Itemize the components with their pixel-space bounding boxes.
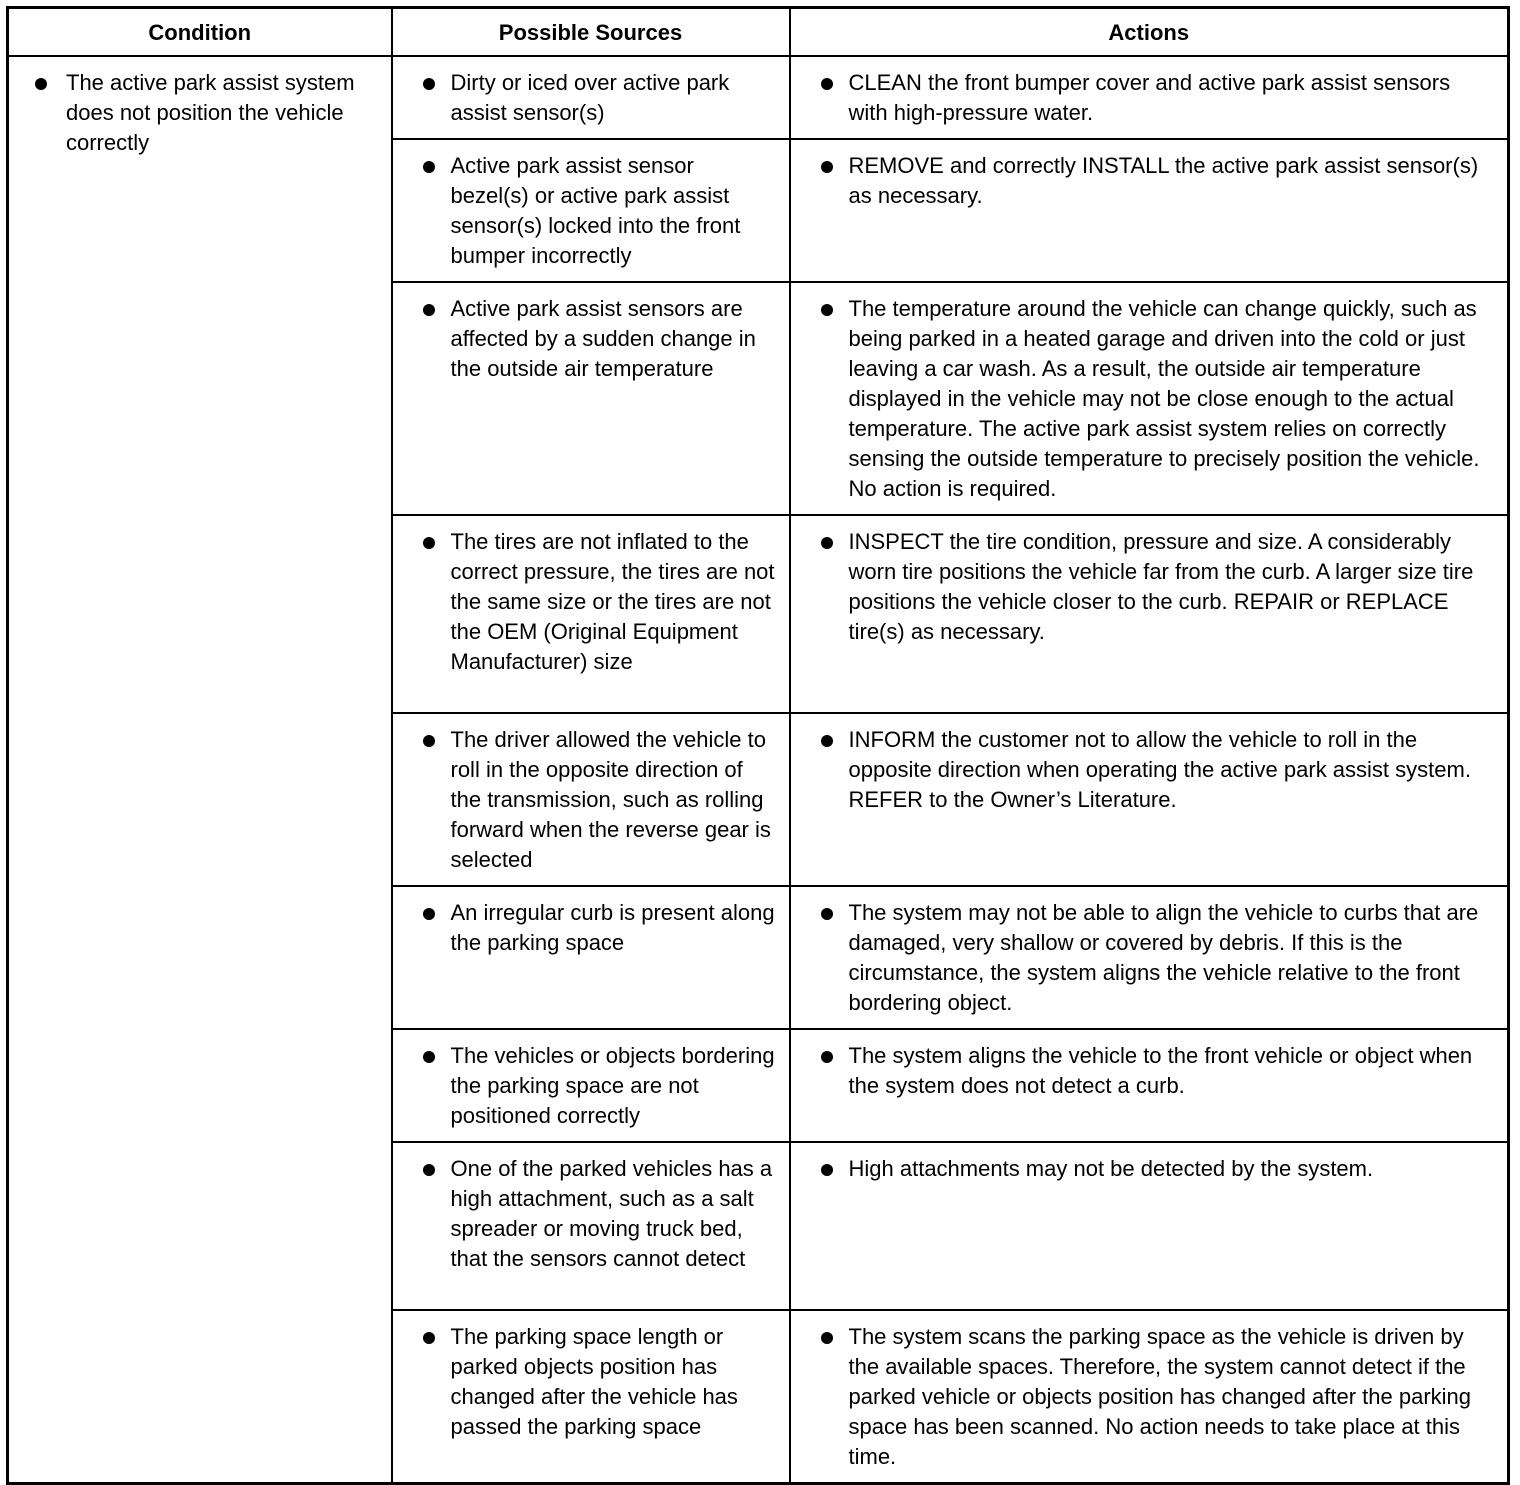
action-text: The system may not be able to align the vehicle to curbs that are damaged, very shallow or covered by debris. If this is the circumstance, the system aligns the vehicle relative to the front bordering object. [848,900,1479,1015]
action-text: The system aligns the vehicle to the front vehicle or object when the system does not detect a curb. [848,1043,1473,1098]
source-text: An irregular curb is present along the parking space [450,900,775,955]
source-cell [392,139,790,282]
bullet-icon [423,304,435,316]
header-row [8,8,1509,57]
bullet-icon [821,304,833,316]
bullet-icon [423,908,435,920]
bullet-icon [821,908,833,920]
source-cell [392,515,790,713]
condition-cell [8,56,392,1484]
header-actions: Actions [790,8,1509,57]
source-cell [392,1310,790,1484]
action-cell [790,1142,1509,1310]
source-text: Dirty or iced over active park assist sensor(s) [450,70,730,125]
action-text: REMOVE and correctly INSTALL the active park assist sensor(s) as necessary. [848,153,1479,208]
action-cell [790,139,1509,282]
bullet-icon [423,1051,435,1063]
source-text: One of the parked vehicles has a high attachment, such as a salt spreader or moving truck bed, that the sensors cannot detect [450,1156,773,1271]
table-row [8,56,1509,139]
condition-text: The active park assist system does not position the vehicle correctly [66,70,355,155]
action-cell [790,56,1509,139]
source-cell [392,282,790,515]
bullet-icon [821,537,833,549]
source-cell [392,1029,790,1142]
bullet-icon [821,1051,833,1063]
source-text: The tires are not inflated to the correct pressure, the tires are not the same size or the tires are not the OEM (Original Equipment Manufacturer) size [450,529,775,674]
header-condition: Condition [8,8,392,57]
action-cell [790,713,1509,886]
action-text: CLEAN the front bumper cover and active park assist sensors with high-pressure water. [848,70,1451,125]
action-cell [790,1029,1509,1142]
bullet-icon [821,735,833,747]
action-text: The temperature around the vehicle can change quickly, such as being parked in a heated garage and driven into the cold or just leaving a car wash. As a result, the outside air temperature displayed in the vehicle may not be close enough to the actual temperature. The active park assist system relies on correctly sensing the outside temperature to precisely position the vehicle. No action is required. [848,296,1480,501]
source-cell [392,713,790,886]
bullet-icon [423,78,435,90]
source-text: The parking space length or parked objects position has changed after the vehicle has passed the parking space [450,1324,738,1439]
header-possible-sources: Possible Sources [392,8,790,57]
bullet-icon [423,537,435,549]
action-cell [790,282,1509,515]
bullet-icon [35,78,47,90]
action-text: High attachments may not be detected by the system. [848,1156,1374,1181]
bullet-icon [821,1332,833,1344]
bullet-icon [423,1164,435,1176]
action-text: The system scans the parking space as the vehicle is driven by the available spaces. Therefore, the system cannot detect if the parked vehicle or objects position has changed after the parking space has been scanned. No action needs to take place at this time. [848,1324,1471,1469]
action-cell [790,1310,1509,1484]
source-cell [392,886,790,1029]
bullet-icon [821,78,833,90]
bullet-icon [423,735,435,747]
diagnosis-table [6,6,1510,1485]
source-cell [392,1142,790,1310]
bullet-icon [423,161,435,173]
source-text: Active park assist sensors are affected by a sudden change in the outside air temperature [450,296,756,381]
source-text: The vehicles or objects bordering the parking space are not positioned correctly [450,1043,775,1128]
bullet-icon [821,161,833,173]
source-text: The driver allowed the vehicle to roll in the opposite direction of the transmission, such as rolling forward when the reverse gear is selected [450,727,771,872]
bullet-icon [821,1164,833,1176]
action-cell [790,515,1509,713]
source-text: Active park assist sensor bezel(s) or active park assist sensor(s) locked into the front bumper incorrectly [450,153,741,268]
action-text: INFORM the customer not to allow the vehicle to roll in the opposite direction when operating the active park assist system. REFER to the Owner’s Literature. [848,727,1471,812]
action-cell [790,886,1509,1029]
source-cell [392,56,790,139]
bullet-icon [423,1332,435,1344]
action-text: INSPECT the tire condition, pressure and size. A considerably worn tire positions the vehicle far from the curb. A larger size tire positions the vehicle closer to the curb. REPAIR or REPLACE tire(s) as necessary. [848,529,1474,644]
